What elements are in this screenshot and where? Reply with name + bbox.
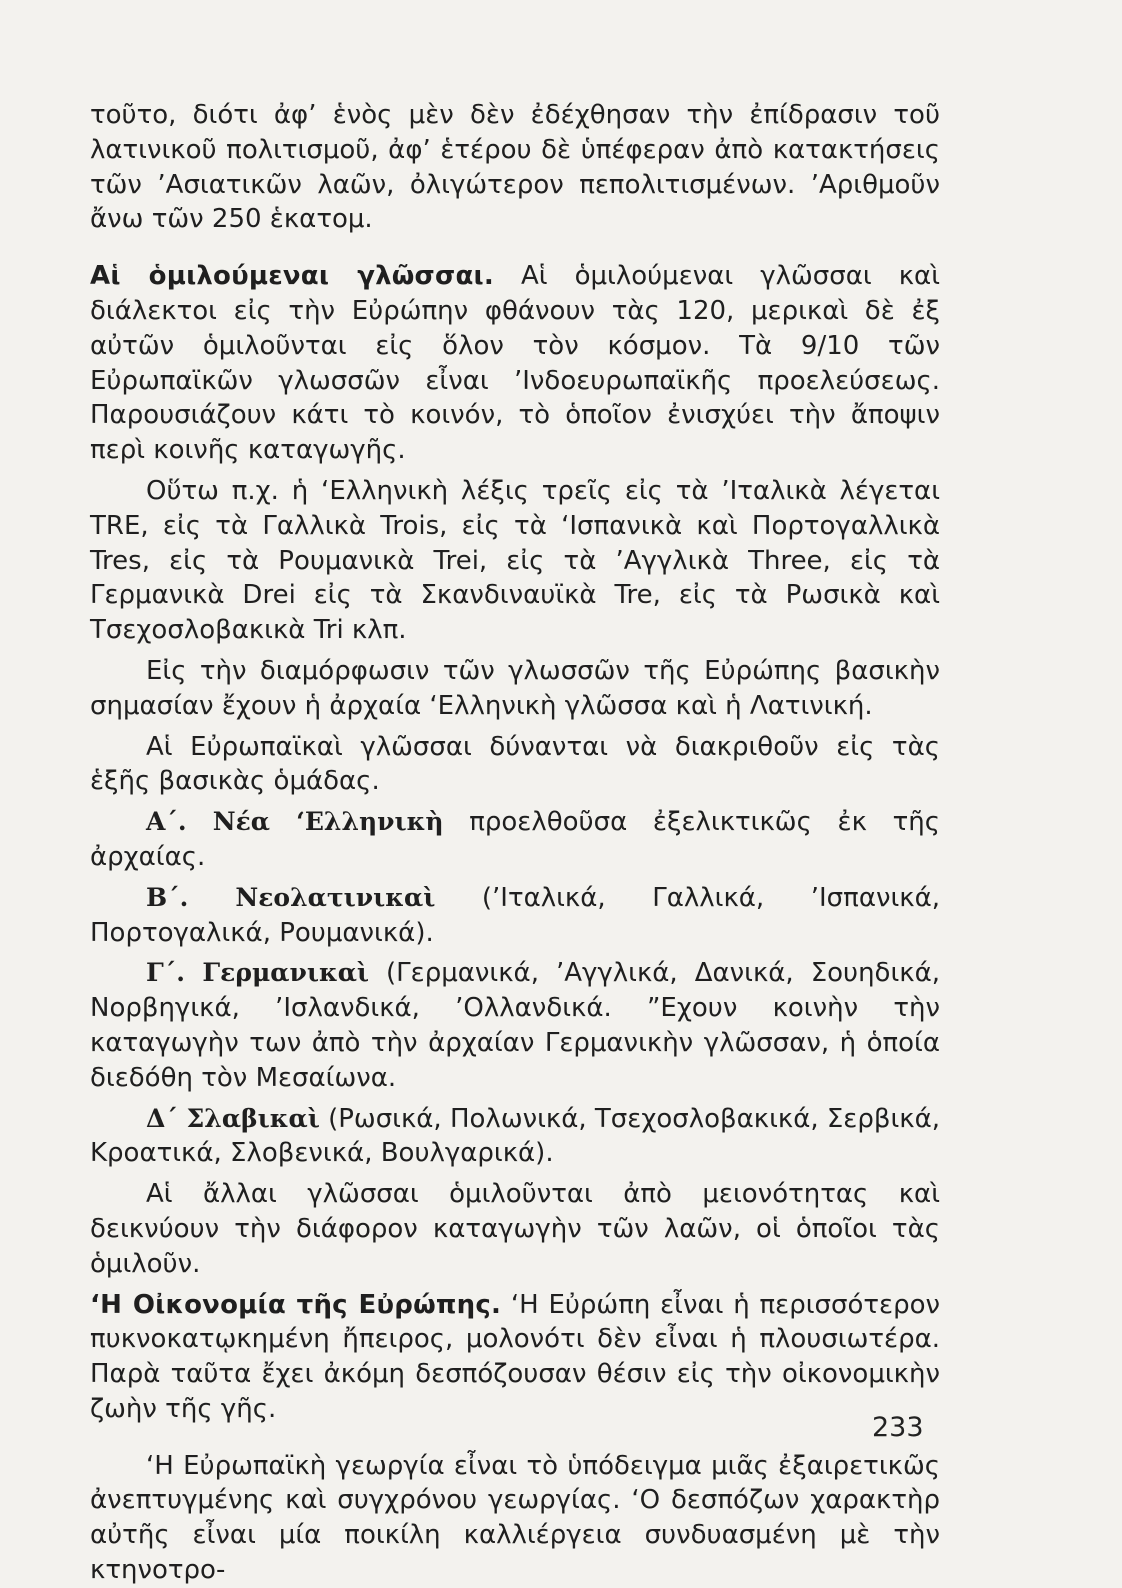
paragraph-languages xyxy=(90,259,940,468)
list-item-text: προελθοῦσα ἐξελικτικῶς ἐκ τῆς ἀρχαίας. xyxy=(90,807,940,872)
list-item-germanic xyxy=(90,956,940,1095)
list-item-heading: Δ΄ Σλαβικαὶ xyxy=(146,1103,320,1133)
body-text xyxy=(90,98,940,1588)
list-item-slavic xyxy=(90,1102,940,1172)
page-number: 233 xyxy=(872,1412,924,1443)
section-heading-languages: Αἱ ὁμιλούμεναι γλῶσσαι. xyxy=(90,261,494,292)
paragraph-formation xyxy=(90,654,940,724)
list-item-heading: Β΄. Νεολατινικαὶ xyxy=(146,882,436,912)
paragraph-text: Εἰς τὴν διαμόρφωσιν τῶν γλωσσῶν τῆς Εὐρώπης βασικὴν σημασίαν ἔχουν ἡ ἀρχαία ‘Ελληνικὴ γλῶσσα καὶ ἡ Λατινική. xyxy=(90,655,940,721)
paragraph-text: Αἱ ἄλλαι γλῶσσαι ὁμιλοῦνται ἀπὸ μειονότητας καὶ δεικνύουν τὴν διάφορον καταγωγὴν τῶν λαῶν, οἱ ὁποῖοι τὰς ὁμιλοῦν. xyxy=(90,1179,940,1279)
paragraph-text: τοῦτο, διότι ἀφ’ ἑνὸς μὲν δὲν ἐδέχθησαν τὴν ἐπίδρασιν τοῦ λατινικοῦ πολιτισμοῦ, ἀφ’ ἑτέρου δὲ ὑπέφεραν ἀπὸ κατακτήσεις τῶν ’Ασιατικῶν λαῶν, ὀλιγώτερον πεπολιτισμένων. ’Αριθμοῦν ἄνω τῶν 250 ἑκατομ. xyxy=(90,100,940,235)
section-heading-economy: ‘Η Οἰκονομία τῆς Εὐρώπης. xyxy=(90,1289,502,1320)
paragraph-text: ‘Η Εὐρωπαϊκὴ γεωργία εἶναι τὸ ὑπόδειγμα μιᾶς ἐξαιρετικῶς ἀνεπτυγμένης καὶ συγχρόνου γεωργίας. ‘Ο δεσπόζων χαρακτὴρ αὐτῆς εἶναι μία ποικίλη καλλιέργεια συνδυασμένη μὲ τὴν κτηνοτρο- xyxy=(90,1450,940,1586)
paragraph-text: Αἱ ὁμιλούμεναι γλῶσσαι καὶ διάλεκτοι εἰς τὴν Εὐρώπην φθάνουν τὰς 120, μερικαὶ δὲ ἐξ αὐτῶν ὁμιλοῦνται εἰς ὅλον τὸν κόσμον. Τὰ 9/10 τῶν Εὐρωπαϊκῶν γλωσσῶν εἶναι ’Ινδοευρωπαϊκῆς προελεύσεως. Παρουσιάζουν κάτι τὸ κοινόν, τὸ ὁποῖον ἐνισχύει τὴν ἄποψιν περὶ κοινῆς καταγωγῆς. xyxy=(90,261,940,466)
paragraph-groups-intro xyxy=(90,730,940,800)
list-item-text: (Γερμανικά, ’Αγγλικά, Δανικά, Σουηδικά, Νορβηγικά, ’Ισλανδικά, ’Ολλανδικά. ”Εχουν κοινὴν τὴν καταγωγὴν των ἀπὸ τὴν ἀρχαίαν Γερμανικὴν γλῶσσαν, ἡ ὁποία διεδόθη τὸν Μεσαίωνα. xyxy=(90,958,940,1093)
list-item-romance xyxy=(90,881,940,951)
paragraph-text: Αἱ Εὐρωπαϊκαὶ γλῶσσαι δύνανται νὰ διακριθοῦν εἰς τὰς ἑξῆς βασικὰς ὁμάδας. xyxy=(90,731,940,797)
paragraph-minorities xyxy=(90,1177,940,1281)
paragraph-intro xyxy=(90,98,940,237)
paragraph-text: Οὕτω π.χ. ἡ ‘Ελληνικὴ λέξις τρεῖς εἰς τὰ ’Ιταλικὰ λέγεται TRE, εἰς τὰ Γαλλικὰ Trois, εἰς τὰ ‘Ισπανικὰ καὶ Πορτογαλλικὰ Tres, εἰς τὰ Ρουμανικὰ Trei, εἰς τὰ ’Αγγλικὰ Three, εἰς τὰ Γερμανικὰ Drei εἰς τὰ Σκανδιναυϊκὰ Tre, εἰς τὰ Ρωσικὰ καὶ Τσεχοσλοβακικὰ Tri κλπ. xyxy=(90,475,940,646)
list-item-heading: Α΄. Νέα ‘Ελληνικὴ xyxy=(146,807,444,837)
list-item-text: (Ρωσικά, Πολωνικά, Τσεχοσλοβακικά, Σερβικά, Κροατικά, Σλοβενικά, Βουλγαρικά). xyxy=(90,1103,940,1169)
paragraph-text: ‘Η Εὐρώπη εἶναι ἡ περισσότερον πυκνοκατῳκημένη ἤπειρος, μολονότι δὲν εἶναι ἡ πλουσιωτέρα. Παρὰ ταῦτα ἔχει ἀκόμη δεσπόζουσαν θέσιν εἰς τὴν οἰκονομικὴν ζωὴν τῆς γῆς. xyxy=(90,1289,940,1424)
list-item-modern-greek xyxy=(90,805,940,875)
list-item-heading: Γ΄. Γερμανικαὶ xyxy=(146,958,370,988)
paragraph-economy xyxy=(90,1288,940,1427)
list-item-text: (’Ιταλικά, Γαλλικά, ’Ισπανικά, Πορτογαλικά, Ρουμανικά). xyxy=(90,882,941,948)
paragraph-agriculture xyxy=(90,1449,940,1588)
paragraph-example xyxy=(90,474,940,648)
